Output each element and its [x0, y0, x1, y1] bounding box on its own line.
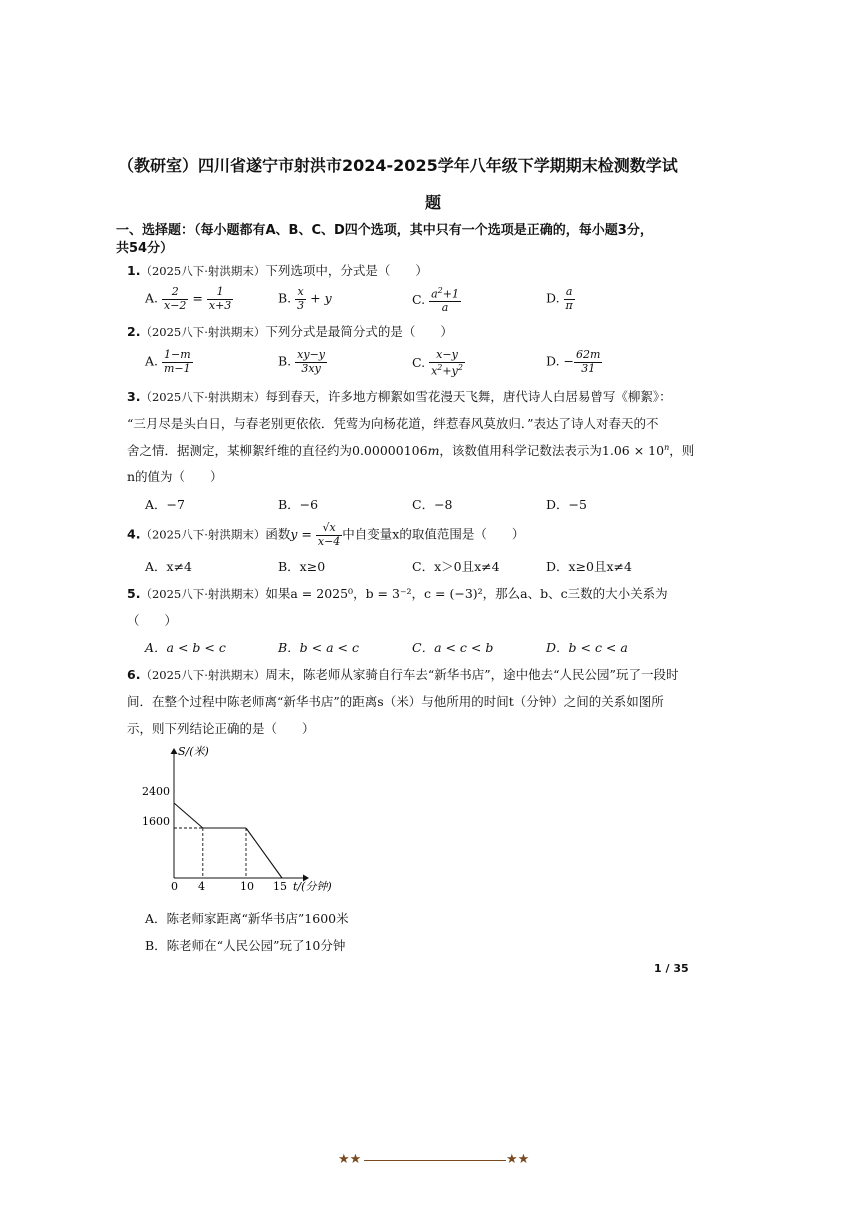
q4-option-d: D．x≥0且x≠4 [546, 559, 632, 574]
section-heading: 一、选择题：（每小题都有A、B、C、D四个选项，其中只有一个选项是正确的，每小题3分， [116, 223, 653, 238]
x-tick-label: 0 [171, 880, 178, 893]
page-title-line2: 题 [425, 193, 442, 212]
question-source: （2025八下·射洪期末） [140, 668, 266, 682]
question-source: （2025八下·射洪期末） [140, 325, 266, 339]
q4-option-c: C．x＞0且x≠4 [412, 559, 500, 574]
q5-option-c: C．a < c < b [412, 640, 494, 655]
q4-option-a: A．x≠4 [145, 559, 193, 574]
question-3-line2: “三月尽是头白日，与春老别更依依．凭莺为向杨花道，绊惹春风莫放归．”表达了诗人对春天的不 [127, 416, 659, 431]
fraction: $\frac{xy-y}{3xy}$ [297, 348, 326, 375]
question-3 [127, 387, 672, 405]
option-label: A. [145, 353, 159, 369]
page-number: 1 / 35 [654, 962, 689, 975]
y-axis-label: S/(米) [178, 745, 209, 758]
option-label: D. [546, 353, 560, 369]
x-axis-label: t/(分钟) [293, 880, 332, 893]
q1-option-d [546, 286, 575, 312]
question-4: 4.（2025八下·射洪期末）函数y = $\frac{√x}{x-4}$ 中自变量x的取值范围是（ ） [127, 521, 525, 548]
x-tick-label: 4 [198, 880, 205, 893]
q5-option-a: A．a < b < c [145, 640, 226, 655]
option-label: B. [278, 290, 292, 306]
text-segment: ，则 [669, 443, 695, 458]
q3-option-c: C．−8 [412, 497, 453, 512]
series-line-segment [246, 828, 282, 878]
question-3-line4: n的值为（ ） [127, 469, 223, 484]
text-segment: 舍之情．据测定，某柳絮纤维的直径约为0.00000106 [127, 443, 428, 458]
q1-option-b: B. $\frac{x}{3}$ + y [278, 285, 332, 312]
q1-option-c [412, 286, 461, 315]
x-tick-label: 10 [240, 880, 254, 893]
q5-option-d: D．b < c < a [546, 640, 628, 655]
question-number: 1. [127, 263, 141, 278]
q1-option-a: A. $\frac{2}{x-2}$ = $\frac{1}{x+3}$ [145, 285, 232, 312]
footer-decoration [338, 1152, 533, 1168]
option-label: A. [145, 290, 159, 306]
q2-option-a [145, 349, 193, 375]
x-tick-label: 15 [273, 880, 287, 893]
question-number: 4. [127, 526, 141, 542]
question-number: 3. [127, 389, 141, 404]
option-label: C. [412, 291, 426, 307]
question-6-line3: 示，则下列结论正确的是（ ） [127, 721, 315, 736]
question-5 [127, 584, 668, 602]
q6-option-a: A．陈老师家距离“新华书店”1600米 [145, 911, 349, 926]
fraction: $\frac{x}{3}$ [297, 285, 305, 312]
question-3-line3: 舍之情．据测定，某柳絮纤维的直径约为0.00000106m，该数值用科学记数法表示为$1.06 \times 10^n$，则 [127, 442, 695, 458]
footer-divider [364, 1160, 506, 1161]
fraction: $\frac{a}{\pi}$ [565, 285, 573, 312]
fraction: $\frac{a^2+1}{a}$ [431, 286, 459, 315]
q3-option-d: D．−5 [546, 497, 587, 512]
question-text: 中自变量x的取值范围是（ ） [342, 526, 525, 542]
star-icon: ★★ [338, 1152, 362, 1167]
fraction: $\frac{√x}{x-4}$ [317, 521, 341, 548]
text-segment: ，该数值用科学记数法表示为1.06 × 10 [439, 443, 665, 458]
question-text: 下列选项中，分式是（ ） [265, 263, 428, 278]
question-source: （2025八下·射洪期末） [140, 587, 266, 601]
y-tick-label: 2400 [142, 785, 170, 798]
fraction: $\frac{2}{x-2}$ [164, 285, 187, 312]
question-text: 如果a = 2025⁰，b = 3⁻²，c = (−3)²，那么a、b、c三数的大小关系为 [265, 586, 668, 601]
page-title-line1: （教研室）四川省遂宁市射洪市2024-2025学年八年级下学期期末检测数学试 [118, 156, 678, 175]
q3-option-a: A．−7 [145, 497, 185, 512]
question-source: （2025八下·射洪期末） [140, 527, 266, 542]
q2-option-c [412, 349, 465, 378]
distance-time-graph [140, 743, 340, 898]
fraction: $\frac{1-m}{m-1}$ [164, 348, 191, 375]
question-number: 6. [127, 667, 141, 682]
question-6 [127, 665, 678, 683]
question-number: 5. [127, 586, 141, 601]
q2-option-d: D. − $\frac{62m}{31}$ [546, 348, 601, 375]
q5-option-b: B．b < a < c [278, 640, 359, 655]
fraction: $\frac{62m}{31}$ [576, 348, 601, 375]
option-label: B. [278, 353, 292, 369]
question-source: （2025八下·射洪期末） [140, 390, 266, 404]
series-line-segment [174, 803, 203, 828]
fraction: $\frac{x-y}{x^2+y^2}$ [431, 348, 463, 378]
question-6-line2: 间．在整个过程中陈老师离“新华书店”的距离s（米）与他所用的时间t（分钟）之间的关系如图所 [127, 694, 664, 709]
section-heading-line2: 共54分） [116, 241, 174, 256]
fraction: $\frac{1}{x+3}$ [208, 285, 232, 312]
q4-option-b: B．x≥0 [278, 559, 326, 574]
option-label: C. [412, 354, 426, 370]
question-text: 周末，陈老师从家骑自行车去“新华书店”，途中他去“人民公园”玩了一段时 [265, 667, 679, 682]
question-number: 2. [127, 324, 141, 339]
question-5-line2: （ ） [127, 613, 178, 628]
star-icon: ★★ [506, 1152, 530, 1167]
question-source: （2025八下·射洪期末） [140, 264, 266, 278]
q3-option-b: B．−6 [278, 497, 319, 512]
option-label: D. [546, 290, 560, 306]
question-text: 函数 [265, 526, 291, 542]
q2-option-b [278, 349, 327, 375]
question-text: 下列分式是最简分式的是（ ） [265, 324, 453, 339]
y-tick-label: 1600 [142, 815, 170, 828]
q6-option-b: B．陈老师在“人民公园”玩了10分钟 [145, 938, 346, 953]
question-1 [127, 261, 428, 279]
question-text: 每到春天，许多地方柳絮如雪花漫天飞舞，唐代诗人白居易曾写《柳絮》： [265, 389, 672, 404]
question-2 [127, 322, 453, 340]
